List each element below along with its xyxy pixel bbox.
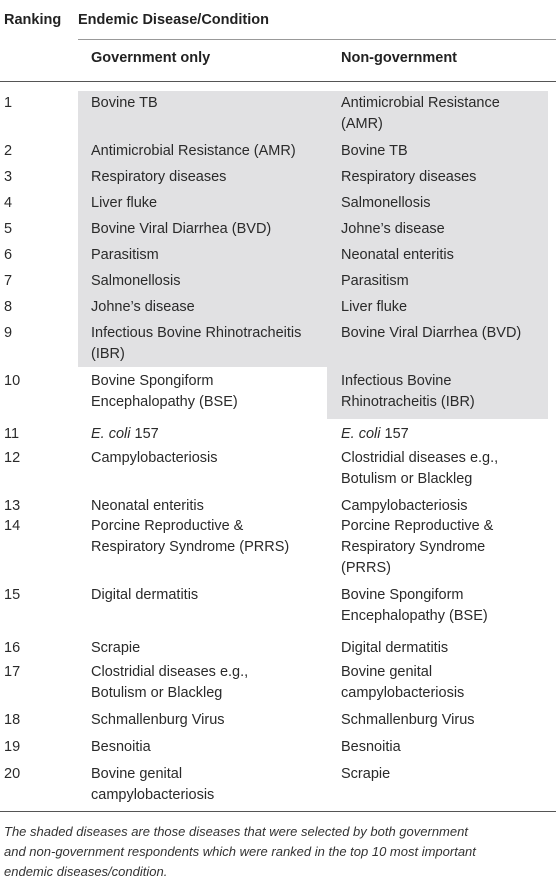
- rank-number: 4: [4, 195, 13, 211]
- government-disease: Bovine Viral Diarrhea (BVD): [91, 221, 272, 237]
- government-disease: campylobacteriosis: [91, 787, 215, 803]
- header-group-rule: [78, 39, 556, 40]
- non-government-disease: Bovine genital: [341, 664, 433, 680]
- non-government-disease: Bovine TB: [341, 143, 408, 159]
- non-government-disease: (PRRS): [341, 560, 391, 576]
- government-disease: Clostridial diseases e.g.,: [91, 664, 249, 680]
- non-government-disease: Liver fluke: [341, 299, 408, 315]
- non-government-disease: Neonatal enteritis: [341, 247, 454, 263]
- species-name-italic: E. coli: [91, 426, 131, 442]
- government-disease: Botulism or Blackleg: [91, 685, 223, 701]
- rank-number: 7: [4, 273, 13, 289]
- government-disease: Bovine genital: [91, 766, 183, 782]
- rank-number: 11: [4, 426, 20, 442]
- government-disease: Salmonellosis: [91, 273, 181, 289]
- rank-number: 9: [4, 325, 13, 341]
- rank-number: 14: [4, 518, 21, 534]
- table-bottom-rule: [0, 811, 556, 812]
- government-disease: Bovine TB: [91, 95, 158, 111]
- footnote-line: The shaded diseases are those diseases that were selected by both government: [4, 824, 468, 839]
- rank-number: 19: [4, 739, 21, 755]
- government-disease: Infectious Bovine Rhinotracheitis: [91, 325, 302, 341]
- species-name-italic: E. coli: [341, 426, 381, 442]
- government-disease: Respiratory Syndrome (PRRS): [91, 539, 290, 555]
- non-government-disease: Schmallenburg Virus: [341, 712, 475, 728]
- header-non-government: Non-government: [341, 50, 457, 66]
- government-disease: Schmallenburg Virus: [91, 712, 225, 728]
- rank-number: 15: [4, 587, 21, 603]
- non-government-disease: Besnoitia: [341, 739, 401, 755]
- government-disease: Campylobacteriosis: [91, 450, 218, 466]
- non-government-disease: Digital dermatitis: [341, 640, 449, 656]
- non-government-disease: Porcine Reproductive &: [341, 518, 494, 534]
- government-disease: Respiratory diseases: [91, 169, 227, 185]
- rank-number: 1: [4, 95, 13, 111]
- rank-number: 8: [4, 299, 13, 315]
- footnote-line: and non-government respondents which were ranked in the top 10 most important: [4, 844, 476, 859]
- rank-number: 13: [4, 498, 21, 514]
- government-disease: Digital dermatitis: [91, 587, 199, 603]
- non-government-disease: Encephalopathy (BSE): [341, 608, 488, 624]
- header-bottom-rule: [0, 81, 556, 82]
- government-disease: Parasitism: [91, 247, 159, 263]
- government-disease: Neonatal enteritis: [91, 498, 204, 514]
- rank-number: 2: [4, 143, 13, 159]
- government-disease: Johne’s disease: [91, 299, 195, 315]
- government-disease: Antimicrobial Resistance (AMR): [91, 143, 296, 159]
- header-ranking: Ranking: [4, 12, 62, 28]
- non-government-disease: Antimicrobial Resistance: [341, 95, 500, 111]
- non-government-disease: (AMR): [341, 116, 383, 132]
- non-government-disease: Scrapie: [341, 766, 391, 782]
- non-government-disease: Respiratory diseases: [341, 169, 477, 185]
- rank-number: 20: [4, 766, 21, 782]
- non-government-disease: E. coli 157: [341, 426, 409, 442]
- government-disease: Scrapie: [91, 640, 141, 656]
- rank-number: 16: [4, 640, 21, 656]
- rank-number: 10: [4, 373, 21, 389]
- government-disease: Bovine Spongiform: [91, 373, 214, 389]
- non-government-disease: Campylobacteriosis: [341, 498, 468, 514]
- header-endemic-disease: Endemic Disease/Condition: [78, 12, 269, 28]
- government-disease: Besnoitia: [91, 739, 151, 755]
- government-disease: E. coli 157: [91, 426, 159, 442]
- government-disease: Encephalopathy (BSE): [91, 394, 238, 410]
- rank-number: 18: [4, 712, 21, 728]
- non-government-disease: Bovine Viral Diarrhea (BVD): [341, 325, 522, 341]
- rank-number: 3: [4, 169, 13, 185]
- non-government-disease: Respiratory Syndrome: [341, 539, 486, 555]
- header-government-only: Government only: [91, 50, 211, 66]
- non-government-disease: Botulism or Blackleg: [341, 471, 473, 487]
- non-government-disease: campylobacteriosis: [341, 685, 465, 701]
- government-disease: (IBR): [91, 346, 125, 362]
- footnote-line: endemic diseases/condition.: [4, 864, 168, 879]
- non-government-disease: Parasitism: [341, 273, 409, 289]
- rank-number: 12: [4, 450, 21, 466]
- non-government-disease: Rhinotracheitis (IBR): [341, 394, 475, 410]
- rank-number: 17: [4, 664, 21, 680]
- non-government-disease: Infectious Bovine: [341, 373, 452, 389]
- rank-number: 6: [4, 247, 13, 263]
- table-footnote: [4, 822, 552, 882]
- non-government-disease: Salmonellosis: [341, 195, 431, 211]
- rank-number: 5: [4, 221, 13, 237]
- non-government-disease: Bovine Spongiform: [341, 587, 464, 603]
- non-government-disease: Johne’s disease: [341, 221, 445, 237]
- government-disease: Liver fluke: [91, 195, 158, 211]
- non-government-disease: Clostridial diseases e.g.,: [341, 450, 499, 466]
- government-disease: Porcine Reproductive &: [91, 518, 244, 534]
